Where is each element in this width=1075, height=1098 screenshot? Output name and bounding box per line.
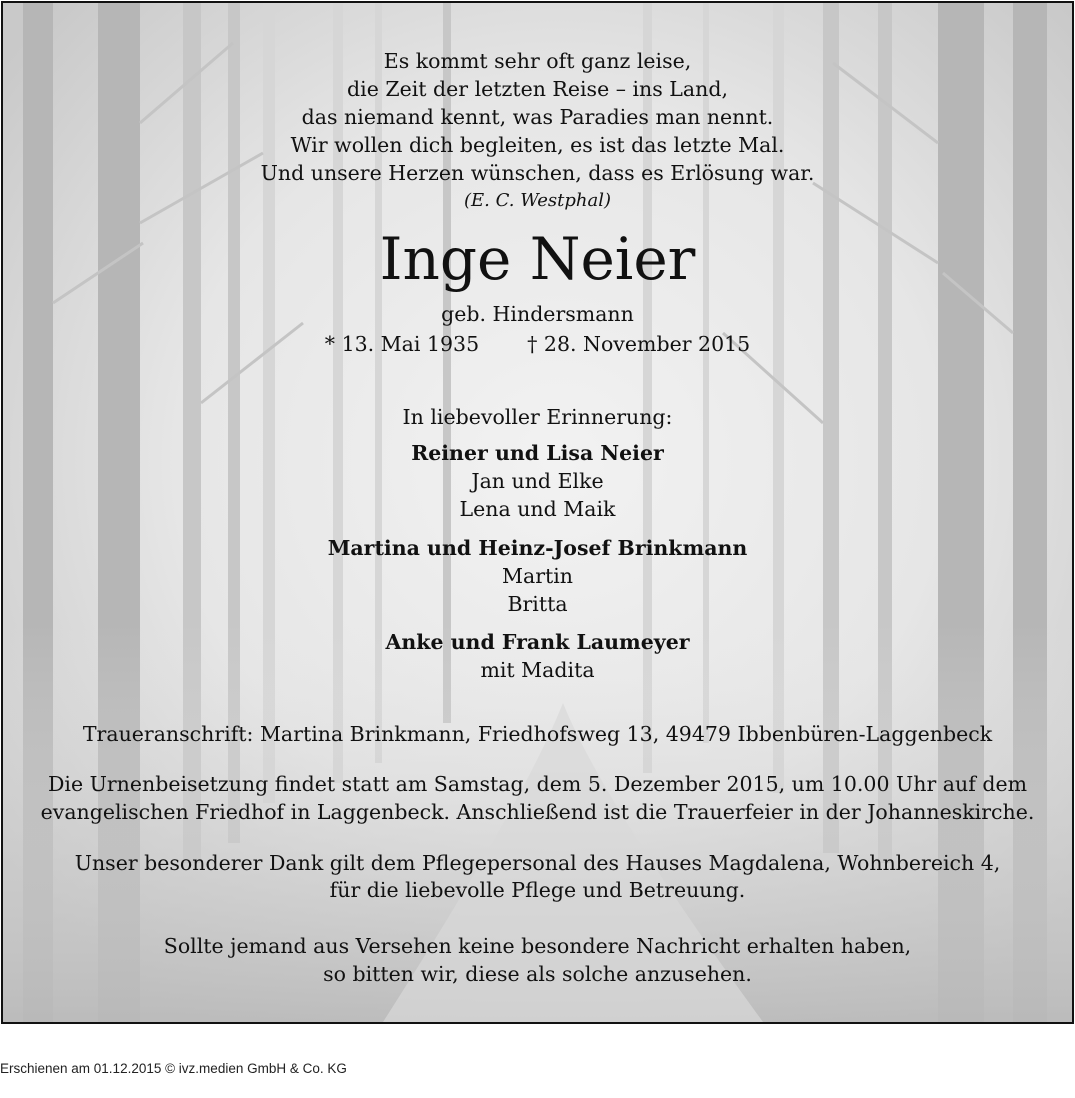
- poem-line: Und unsere Herzen wünschen, dass es Erlösung war.: [260, 161, 815, 185]
- family-head: Reiner und Lisa Neier: [411, 441, 664, 465]
- mourning-address: Traueranschrift: Martina Brinkmann, Friedhofsweg 13, 49479 Ibbenbüren-Laggenbeck: [82, 722, 993, 746]
- obituary-card: [1, 1, 1074, 1024]
- family-member: Britta: [507, 592, 568, 616]
- poem-line: Es kommt sehr oft ganz leise,: [383, 49, 692, 73]
- family-member: Lena und Maik: [459, 497, 616, 521]
- publication-credit: Erschienen am 01.12.2015 © ivz.medien GmbH & Co. KG: [0, 1061, 347, 1076]
- funeral-notice-line: Die Urnenbeisetzung findet statt am Samstag, dem 5. Dezember 2015, um 10.00 Uhr auf dem: [47, 772, 1028, 796]
- closing-line: so bitten wir, diese als solche anzusehen.: [323, 962, 752, 986]
- obituary-text: [3, 3, 1072, 1022]
- birth-date: * 13. Mai 1935: [324, 332, 480, 356]
- funeral-notice-line: evangelischen Friedhof in Laggenbeck. Anschließend ist die Trauerfeier in der Johanneskirche.: [40, 800, 1035, 824]
- poem-line: die Zeit der letzten Reise – ins Land,: [347, 77, 728, 101]
- death-date: † 28. November 2015: [527, 332, 751, 356]
- thanks-line: für die liebevolle Pflege und Betreuung.: [329, 878, 746, 902]
- thanks-line: Unser besonderer Dank gilt dem Pflegepersonal des Hauses Magdalena, Wohnbereich 4,: [74, 851, 1001, 875]
- family-head: Martina und Heinz-Josef Brinkmann: [327, 536, 748, 560]
- mourners-intro: In liebevoller Erinnerung:: [402, 405, 673, 429]
- family-member: Jan und Elke: [471, 469, 604, 493]
- birth-name: geb. Hindersmann: [441, 302, 634, 326]
- family-member: Martin: [501, 564, 573, 588]
- deceased-name: Inge Neier: [379, 225, 696, 293]
- closing-line: Sollte jemand aus Versehen keine besondere Nachricht erhalten haben,: [163, 934, 912, 958]
- life-dates: [3, 330, 1072, 358]
- family-head: Anke und Frank Laumeyer: [385, 630, 690, 654]
- family-member: mit Madita: [480, 658, 595, 682]
- poem-author: (E. C. Westphal): [464, 190, 611, 211]
- poem-line: Wir wollen dich begleiten, es ist das letzte Mal.: [290, 133, 785, 157]
- poem-line: das niemand kennt, was Paradies man nennt.: [301, 105, 774, 129]
